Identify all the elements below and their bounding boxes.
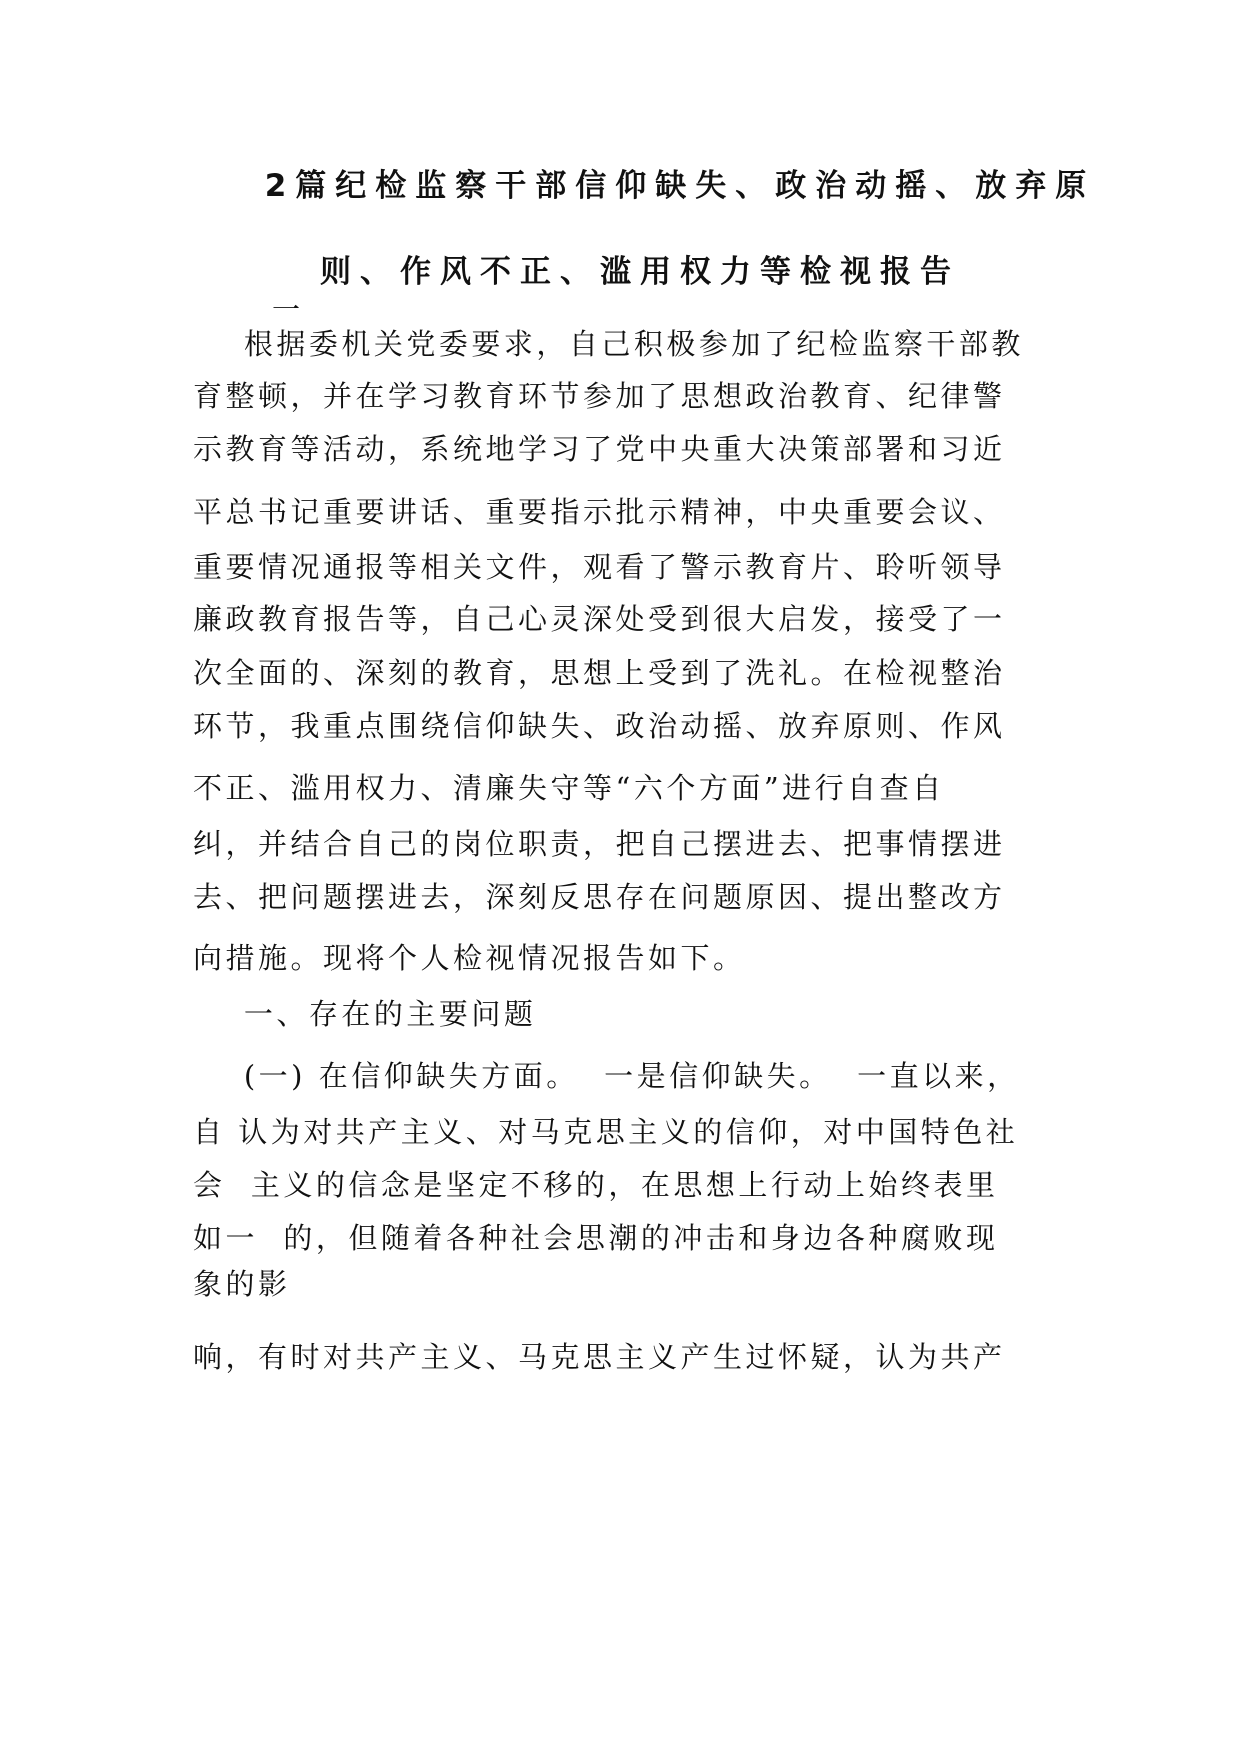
document-title-line-1: 2篇纪检监察干部信仰缺失、政治动摇、放弃原 bbox=[264, 168, 1096, 204]
body-line: 不正、滥用权力、清廉失守等“六个方面”进行自查自 bbox=[193, 771, 945, 805]
body-line: 次全面的、深刻的教育，思想上受到了洗礼。在检视整治 bbox=[193, 656, 1006, 690]
body-line: 向措施。现将个人检视情况报告如下。 bbox=[193, 941, 746, 975]
body-line: 环节，我重点围绕信仰缺失、政治动摇、放弃原则、作风 bbox=[193, 709, 1006, 743]
body-line: 平总书记重要讲话、重要指示批示精神，中央重要会议、 bbox=[193, 495, 1006, 529]
body-line: 响，有时对共产主义、马克思主义产生过怀疑，认为共产 bbox=[193, 1340, 1006, 1374]
document-title-line-2: 则、作风不正、滥用权力等检视报告 bbox=[320, 254, 960, 290]
body-line: 根据委机关党委要求，自己积极参加了纪检监察干部教 bbox=[193, 327, 1024, 361]
body-line: 自 认为对共产主义、对马克思主义的信仰，对中国特色社 bbox=[193, 1115, 1019, 1149]
body-line: 会 主义的信念是坚定不移的，在思想上行动上始终表里 bbox=[193, 1168, 999, 1202]
body-line: 去、把问题摆进去，深刻反思存在问题原因、提出整改方 bbox=[193, 880, 1006, 914]
body-line: 育整顿，并在学习教育环节参加了思想政治教育、纪律警 bbox=[193, 379, 1006, 413]
body-line: 示教育等活动，系统地学习了党中央重大决策部署和习近 bbox=[193, 432, 1006, 466]
body-line: 如一 的，但随着各种社会思潮的冲击和身边各种腐败现 bbox=[193, 1221, 999, 1255]
body-line: 廉政教育报告等，自己心灵深处受到很大启发，接受了一 bbox=[193, 602, 1006, 636]
body-line: 重要情况通报等相关文件，观看了警示教育片、聆听领导 bbox=[193, 550, 1006, 584]
body-line: 纠，并结合自己的岗位职责，把自己摆进去、把事情摆进 bbox=[193, 827, 1006, 861]
body-line: 象的影 bbox=[193, 1267, 291, 1301]
section-heading: 一、存在的主要问题 bbox=[193, 997, 537, 1031]
subsection-heading: (一) 在信仰缺失方面。 一是信仰缺失。 一直以来， bbox=[193, 1059, 1020, 1093]
section-marker: 一 bbox=[272, 293, 301, 326]
